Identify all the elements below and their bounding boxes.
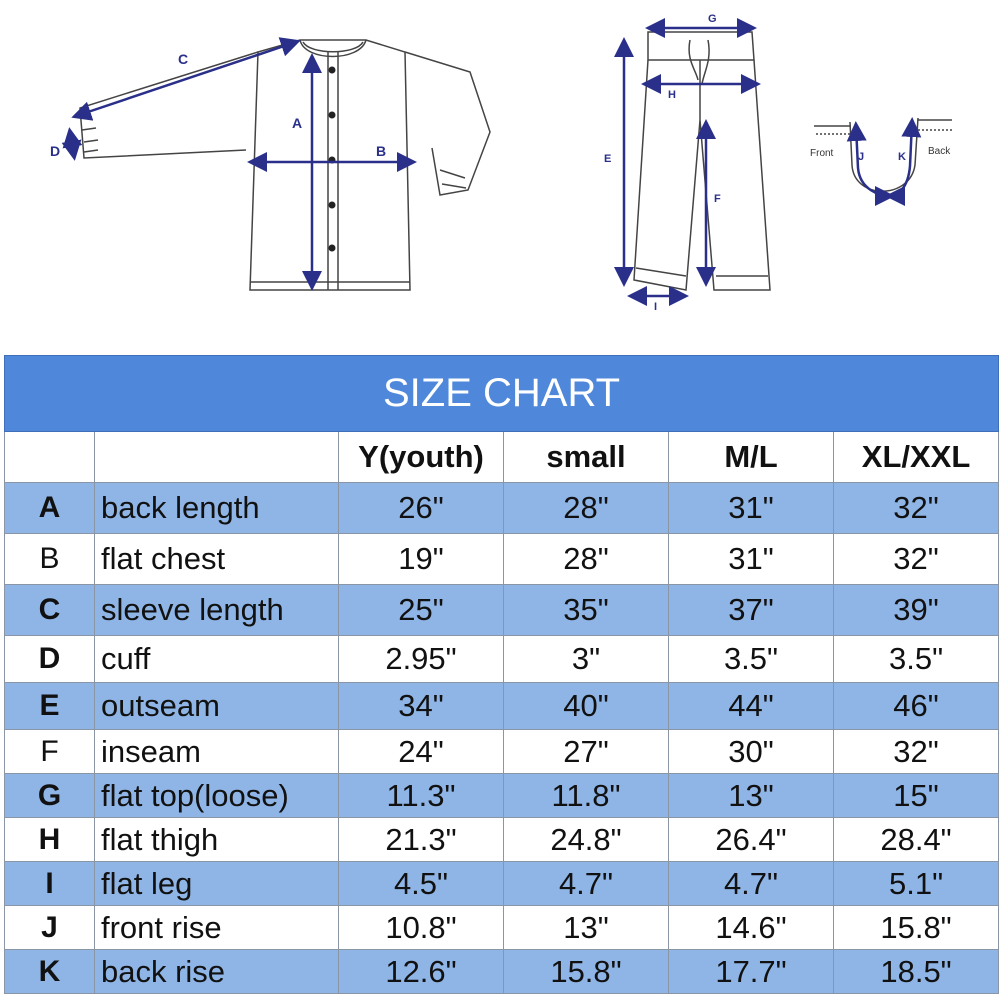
size-chart-table: [4, 355, 999, 994]
row-measure-name: flat thigh: [95, 818, 339, 862]
size-value-cell: 44": [669, 683, 834, 730]
row-measure-name: back length: [95, 483, 339, 534]
size-value-cell: 13": [669, 774, 834, 818]
size-value-cell: 17.7": [669, 950, 834, 994]
row-measure-name: flat leg: [95, 862, 339, 906]
row-measure-name: back rise: [95, 950, 339, 994]
size-chart-title: SIZE CHART: [5, 356, 999, 432]
garment-diagrams: [0, 0, 1000, 350]
size-value-cell: 15": [834, 774, 999, 818]
size-value-cell: 25": [339, 585, 504, 636]
row-letter: F: [5, 730, 95, 774]
table-row: [5, 774, 999, 818]
label-a: A: [292, 115, 303, 131]
row-letter: B: [5, 534, 95, 585]
table-row: [5, 862, 999, 906]
jacket-measure-arrows: [70, 42, 412, 286]
table-row: [5, 906, 999, 950]
label-h: H: [668, 89, 676, 101]
jacket-diagram: [80, 40, 490, 290]
table-row: [5, 534, 999, 585]
jacket-buttons: [329, 67, 336, 252]
size-value-cell: 5.1": [834, 862, 999, 906]
row-measure-name: cuff: [95, 636, 339, 683]
row-letter: D: [5, 636, 95, 683]
row-letter: H: [5, 818, 95, 862]
label-j: J: [858, 151, 865, 163]
header-row: [5, 432, 999, 483]
size-value-cell: 3.5": [669, 636, 834, 683]
size-value-cell: 3.5": [834, 636, 999, 683]
label-c: C: [178, 51, 189, 67]
size-value-cell: 15.8": [834, 906, 999, 950]
header-ml: M/L: [669, 432, 834, 483]
size-value-cell: 18.5": [834, 950, 999, 994]
size-value-cell: 4.5": [339, 862, 504, 906]
label-front: Front: [810, 148, 834, 159]
size-value-cell: 12.6": [339, 950, 504, 994]
table-row: [5, 730, 999, 774]
header-xlxxl: XL/XXL: [834, 432, 999, 483]
table-row: [5, 950, 999, 994]
row-letter: I: [5, 862, 95, 906]
size-value-cell: 46": [834, 683, 999, 730]
size-value-cell: 31": [669, 483, 834, 534]
size-value-cell: 39": [834, 585, 999, 636]
size-value-cell: 40": [504, 683, 669, 730]
pants-measure-arrows: [624, 28, 756, 296]
label-d: D: [50, 143, 61, 159]
size-value-cell: 34": [339, 683, 504, 730]
size-value-cell: 11.8": [504, 774, 669, 818]
size-value-cell: 14.6": [669, 906, 834, 950]
size-value-cell: 35": [504, 585, 669, 636]
size-value-cell: 21.3": [339, 818, 504, 862]
size-value-cell: 19": [339, 534, 504, 585]
size-value-cell: 28": [504, 483, 669, 534]
table-row: [5, 483, 999, 534]
size-value-cell: 24.8": [504, 818, 669, 862]
size-value-cell: 26": [339, 483, 504, 534]
label-i: I: [654, 301, 658, 313]
row-measure-name: flat chest: [95, 534, 339, 585]
size-value-cell: 2.95": [339, 636, 504, 683]
table-row: [5, 636, 999, 683]
row-letter: K: [5, 950, 95, 994]
label-back: Back: [928, 146, 951, 157]
row-letter: C: [5, 585, 95, 636]
size-value-cell: 27": [504, 730, 669, 774]
row-letter: J: [5, 906, 95, 950]
label-e: E: [604, 153, 612, 165]
size-value-cell: 30": [669, 730, 834, 774]
size-value-cell: 32": [834, 730, 999, 774]
header-empty-measure: [95, 432, 339, 483]
header-small: small: [504, 432, 669, 483]
label-f: F: [714, 193, 721, 205]
row-letter: G: [5, 774, 95, 818]
table-row: [5, 585, 999, 636]
size-value-cell: 24": [339, 730, 504, 774]
size-value-cell: 15.8": [504, 950, 669, 994]
label-b: B: [376, 143, 387, 159]
row-measure-name: inseam: [95, 730, 339, 774]
size-value-cell: 3": [504, 636, 669, 683]
size-value-cell: 37": [669, 585, 834, 636]
size-value-cell: 32": [834, 483, 999, 534]
size-value-cell: 13": [504, 906, 669, 950]
size-value-cell: 10.8": [339, 906, 504, 950]
row-measure-name: front rise: [95, 906, 339, 950]
table-row: [5, 683, 999, 730]
pants-diagram: [634, 32, 770, 290]
row-measure-name: sleeve length: [95, 585, 339, 636]
size-value-cell: 31": [669, 534, 834, 585]
size-value-cell: 4.7": [669, 862, 834, 906]
size-value-cell: 32": [834, 534, 999, 585]
row-letter: E: [5, 683, 95, 730]
row-measure-name: flat top(loose): [95, 774, 339, 818]
row-letter: A: [5, 483, 95, 534]
header-empty-letter: [5, 432, 95, 483]
size-value-cell: 28": [504, 534, 669, 585]
size-value-cell: 4.7": [504, 862, 669, 906]
size-value-cell: 11.3": [339, 774, 504, 818]
header-youth: Y(youth): [339, 432, 504, 483]
label-k: K: [898, 151, 906, 163]
row-measure-name: outseam: [95, 683, 339, 730]
label-g: G: [708, 13, 717, 25]
table-row: [5, 818, 999, 862]
size-value-cell: 26.4": [669, 818, 834, 862]
size-value-cell: 28.4": [834, 818, 999, 862]
